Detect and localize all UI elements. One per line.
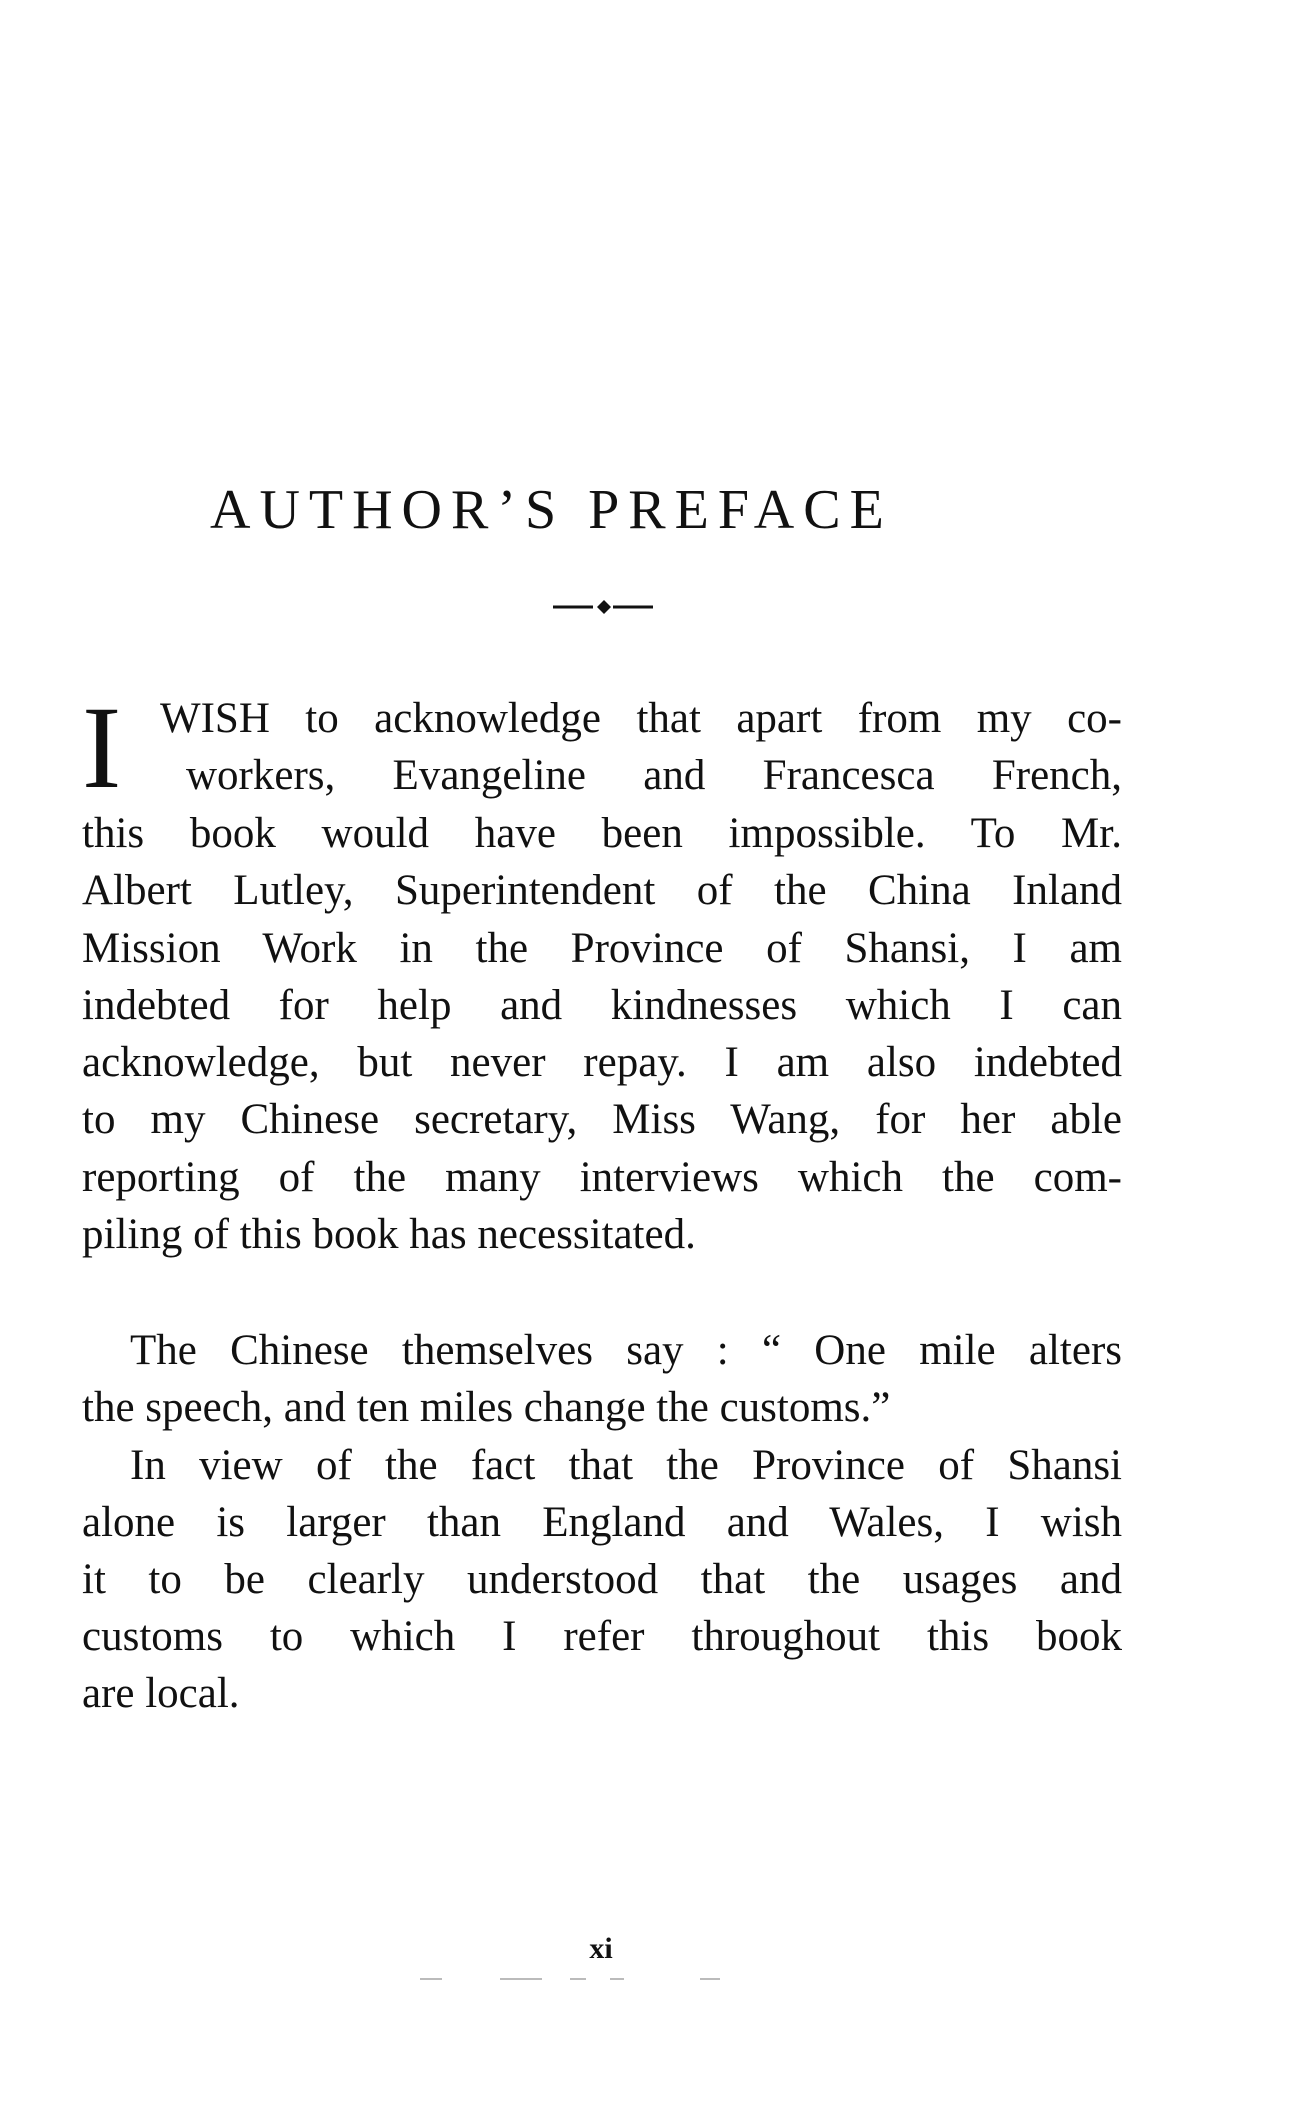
paragraph-2-line-2: the speech, and ten miles change the customs.” — [82, 1384, 891, 1431]
paragraph-3-line-5: are local. — [82, 1670, 240, 1717]
paragraph-3-line-1: In view of the fact that the Province of Shansi — [130, 1442, 1122, 1489]
rule-with-diamond-ornament-icon — [553, 592, 653, 622]
paragraph-1-line-5: Mission Work in the Province of Shansi, I am — [82, 925, 1122, 972]
paragraph-1-line-8: to my Chinese secretary, Miss Wang, for her able — [82, 1096, 1122, 1143]
paragraph-3-line-3: it to be clearly understood that the usages and — [82, 1556, 1122, 1603]
paragraph-1-line-4: Albert Lutley, Superintendent of the China Inland — [82, 867, 1122, 914]
paragraph-1-line-9: reporting of the many interviews which the com- — [82, 1154, 1122, 1201]
page-title: AUTHOR’S PREFACE — [210, 479, 893, 541]
page-number: xi — [589, 1932, 613, 1965]
drop-cap: I — [82, 682, 122, 813]
paragraph-1-line-2: workers, Evangeline and Francesca French, — [186, 752, 1122, 799]
paragraph-3-line-2: alone is larger than England and Wales, I wish — [82, 1499, 1122, 1546]
paragraph-1-line-3: this book would have been impossible. To Mr. — [82, 810, 1122, 857]
paragraph-2-line-1: The Chinese themselves say : “ One mile alters — [130, 1327, 1122, 1374]
scan-artifact-marks — [420, 1975, 740, 1983]
paragraph-1-line-7: acknowledge, but never repay. I am also indebted — [82, 1039, 1122, 1086]
paragraph-3-line-4: customs to which I refer throughout this book — [82, 1613, 1122, 1660]
paragraph-1-line-6: indebted for help and kindnesses which I can — [82, 982, 1122, 1029]
paragraph-1-line-10: piling of this book has necessitated. — [82, 1211, 696, 1258]
paragraph-1-line-1: WISH to acknowledge that apart from my co- — [160, 695, 1122, 742]
